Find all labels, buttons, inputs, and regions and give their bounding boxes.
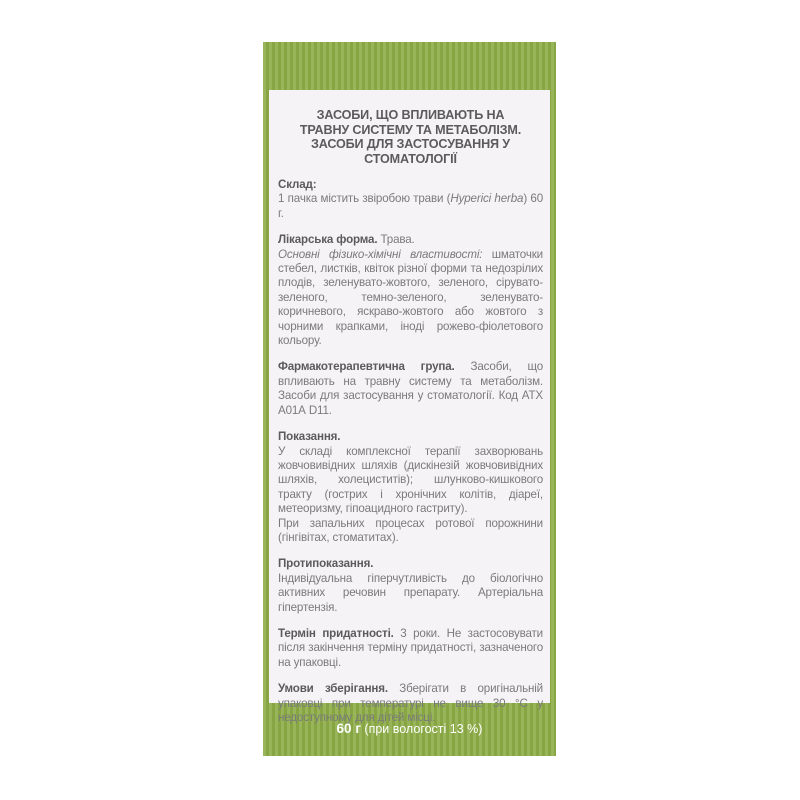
pharm-group-title: Фармакотерапевтична група. [278, 360, 455, 374]
storage-title: Умови зберігання. [278, 682, 388, 696]
composition-text-before: 1 пачка містить звіробою трави ( [278, 192, 451, 206]
net-weight-footer [269, 721, 550, 736]
composition-text [278, 192, 543, 221]
label-heading [278, 108, 543, 166]
heading-line: ТРАВНУ СИСТЕМУ ТА МЕТАБОЛІЗМ. [299, 122, 522, 137]
indications-text-2: При запальних процесах ротової порожнини (гінгівітах, стоматитах). [278, 516, 543, 544]
properties-text: шматочки стебел, листків, квіток різної форми та недозрілих плодів, зеленувато-жовтого, зеленого, сірувато-зеленого, темно-зеленого, зеленувато-коричневого, яскраво-жовтого або жовтого з чорними крапками, іноді рожево-фіолетового кольору. [278, 247, 543, 348]
contraindications-text: Індивідуальна гіперчутливість до біологічно активних речовин препарату. Артеріальна гіпертензія. [278, 571, 543, 614]
properties-label: Основні фізико-хімічні властивості: [278, 247, 483, 261]
composition-latin: Hyperici herba [450, 192, 524, 206]
shelf-life-section [278, 627, 543, 670]
indications-section [278, 430, 543, 545]
dosage-form-value: Трава. [377, 233, 415, 247]
heading-line: ЗАСОБИ ДЛЯ ЗАСТОСУВАННЯ У [311, 137, 510, 151]
composition-section [278, 178, 543, 221]
storage-section [278, 682, 543, 725]
label-content [278, 108, 543, 737]
heading-line: ЗАСОБИ, ЩО ВПЛИВАЮТЬ НА [316, 108, 505, 122]
storage-text: Зберігати в оригінальній упаковці при температурі не вище 30 °С у недоступному для дітей місці. [278, 682, 543, 724]
shelf-life-title: Термін придатності. [278, 626, 394, 640]
heading-line: СТОМАТОЛОГІЇ [364, 151, 457, 166]
composition-title: Склад: [278, 178, 317, 191]
pharm-group-section [278, 360, 543, 418]
shelf-life-text: 3 роки. Не застосовувати після закінчення терміну придатності, зазначеного на упаковці. [278, 626, 544, 669]
net-weight: 60 г [336, 721, 361, 736]
composition-text-after: ) 60 г. [278, 192, 543, 220]
pharm-group-text: Засоби, що впливають на травну систему та метаболізм. Засоби для застосування у стоматології. Код АТХ А01А D11. [278, 360, 544, 417]
dosage-form-title: Лікарська форма. [278, 233, 378, 247]
contraindications-title: Протипоказання. [278, 557, 374, 571]
moisture-note: (при вологості 13 %) [360, 722, 483, 736]
indications-text: У складі комплексної терапії захворювань жовчовивідних шляхів (дискінезій жовчовивідних шляхів, холециститів); шлунково-кишкового тракту (гострих і хронічних колітів, діареї, метеоризму, гіпоацидного гастриту). [278, 444, 543, 516]
indications-title: Показання. [278, 430, 341, 444]
dosage-form-section [278, 233, 543, 348]
contraindications-section [278, 557, 543, 615]
